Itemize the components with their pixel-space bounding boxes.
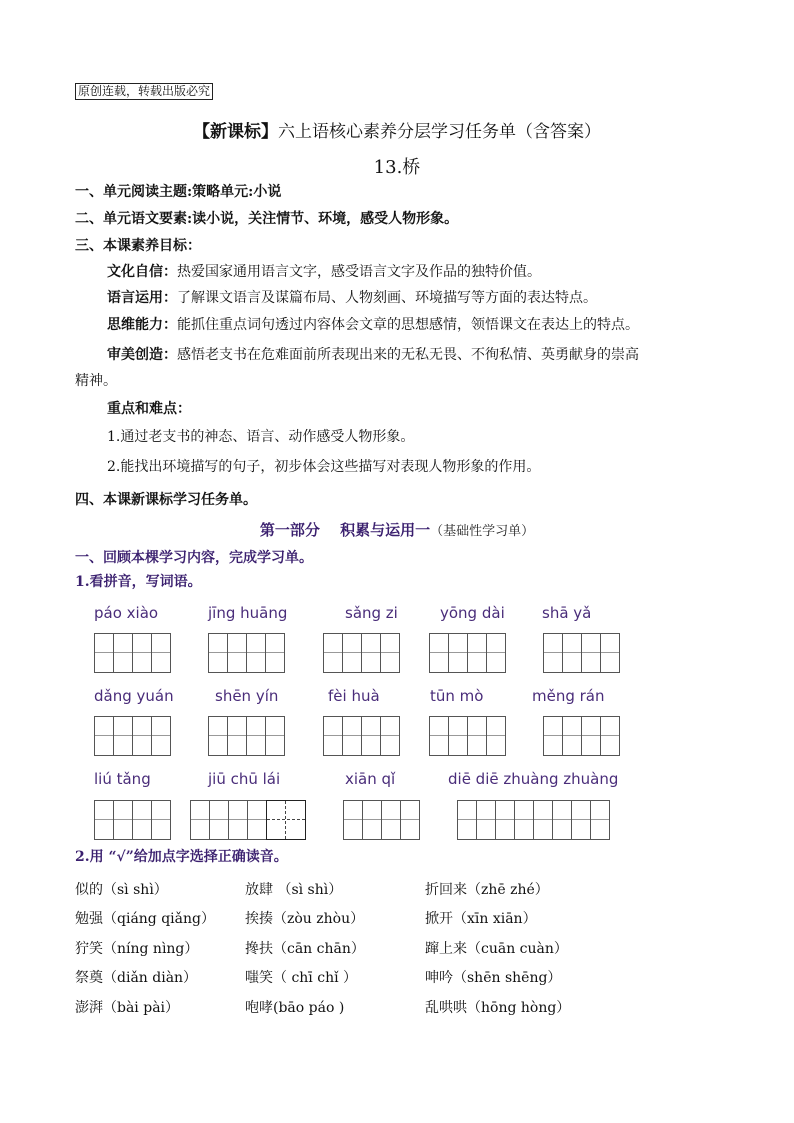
part-one-heading (0, 519, 794, 540)
goal-label: 文化自信： (107, 264, 177, 280)
title-prefix: 【新课标】 (193, 122, 278, 142)
writing-box[interactable] (208, 633, 285, 673)
writing-box[interactable] (94, 633, 171, 673)
copyright-stamp: 原创连载，转载出版必究 (75, 83, 213, 100)
section-4: 四、本课新课标学习任务单。 (75, 492, 257, 508)
reading-option[interactable]: 蹿上来（cuān cuàn） (425, 941, 568, 957)
goal-text: 能抓住重点词句透过内容体会文章的思想感情，领悟课文在表达上的特点。 (177, 317, 639, 333)
writing-box[interactable] (429, 716, 506, 756)
pinyin-label: tūn mò (430, 687, 484, 705)
goal-aesthetic (107, 345, 639, 365)
reading-option[interactable]: 呻吟（shēn shēng） (425, 970, 562, 986)
writing-box[interactable] (543, 633, 620, 673)
goal-label: 语言运用： (107, 290, 177, 306)
reading-option[interactable]: 搀扶（cān chān） (245, 941, 365, 957)
pinyin-label: fèi huà (328, 687, 380, 705)
part-one-note: （基础性学习单） (430, 524, 535, 539)
reading-option[interactable]: 似的（sì shì） (75, 882, 168, 898)
task-heading: 一、回顾本棵学习内容，完成学习单。 (75, 550, 313, 566)
question-2: 2.用 “√”给加点字选择正确读音。 (75, 849, 288, 865)
pinyin-label: xiān qǐ (345, 770, 396, 788)
reading-option[interactable]: 挨揍（zòu zhòu） (245, 911, 365, 927)
goal-culture (107, 262, 541, 282)
reading-option[interactable]: 嗤笑（ chī chǐ ） (245, 970, 358, 986)
reading-option[interactable]: 折回来（zhē zhé） (425, 882, 549, 898)
reading-option[interactable]: 祭奠（diǎn diàn） (75, 970, 198, 986)
section-3: 三、本课素养目标： (75, 238, 201, 254)
reading-option[interactable]: 勉强（qiáng qiǎng） (75, 911, 215, 927)
writing-box[interactable] (323, 633, 400, 673)
writing-box[interactable] (343, 800, 420, 840)
pinyin-label: dǎng yuán (94, 687, 174, 705)
writing-box[interactable] (94, 800, 171, 840)
goal-text: 感悟老支书在危难面前所表现出来的无私无畏、不徇私情、英勇献身的崇高 (177, 347, 639, 363)
pinyin-label: sǎng zi (345, 604, 398, 622)
pinyin-label: páo xiào (94, 604, 159, 622)
section-2: 二、单元语文要素:读小说，关注情节、环境，感受人物形象。 (75, 211, 459, 227)
part-one-title: 第一部分 积累与运用一 (259, 521, 431, 539)
title-main: 六上语核心素养分层学习任务单（含答案） (278, 122, 601, 142)
writing-box[interactable] (457, 800, 610, 840)
pinyin-label: jiū chū lái (208, 770, 281, 788)
pinyin-label: jīng huāng (208, 604, 288, 622)
goal-text: 了解课文语言及谋篇布局、人物刻画、环境描写等方面的表达特点。 (177, 290, 597, 306)
reading-option[interactable]: 掀开（xīn xiān） (425, 911, 537, 927)
goal-label: 思维能力： (107, 317, 177, 333)
key-point-1: 1.通过老支书的神态、语言、动作感受人物形象。 (107, 429, 415, 445)
question-1: 1.看拼音，写词语。 (75, 574, 202, 590)
goal-language (107, 288, 597, 308)
pinyin-label: shēn yín (215, 687, 279, 705)
reading-option[interactable]: 咆哮(bāo páo ) (245, 1000, 345, 1016)
reading-option[interactable]: 狞笑（níng nìng） (75, 941, 199, 957)
key-points-label: 重点和难点： (107, 401, 191, 417)
goal-text: 热爱国家通用语言文字，感受语言文字及作品的独特价值。 (177, 264, 541, 280)
writing-box[interactable] (190, 800, 306, 840)
reading-option[interactable]: 放肆 （sì shì） (245, 882, 343, 898)
reading-option[interactable]: 澎湃（bài pài） (75, 1000, 180, 1016)
writing-box[interactable] (208, 716, 285, 756)
lesson-title: 13.桥 (373, 157, 421, 178)
writing-box[interactable] (94, 716, 171, 756)
pinyin-label: liú tǎng (94, 770, 151, 788)
pinyin-label: diē diē zhuàng zhuàng (448, 770, 619, 788)
pinyin-label: shā yǎ (542, 604, 592, 622)
pinyin-label: měng rán (532, 687, 605, 705)
reading-option[interactable]: 乱哄哄（hōng hòng） (425, 1000, 571, 1016)
goal-thinking (107, 315, 639, 335)
writing-box[interactable] (323, 716, 400, 756)
page-title (0, 117, 794, 142)
goal-label: 审美创造： (107, 347, 177, 363)
section-1: 一、单元阅读主题:策略单元:小说 (75, 184, 282, 200)
writing-box[interactable] (429, 633, 506, 673)
writing-box[interactable] (543, 716, 620, 756)
key-point-2: 2.能找出环境描写的句子，初步体会这些描写对表现人物形象的作用。 (107, 459, 541, 475)
pinyin-label: yōng dài (440, 604, 505, 622)
goal-aesthetic-cont: 精神。 (75, 373, 117, 389)
